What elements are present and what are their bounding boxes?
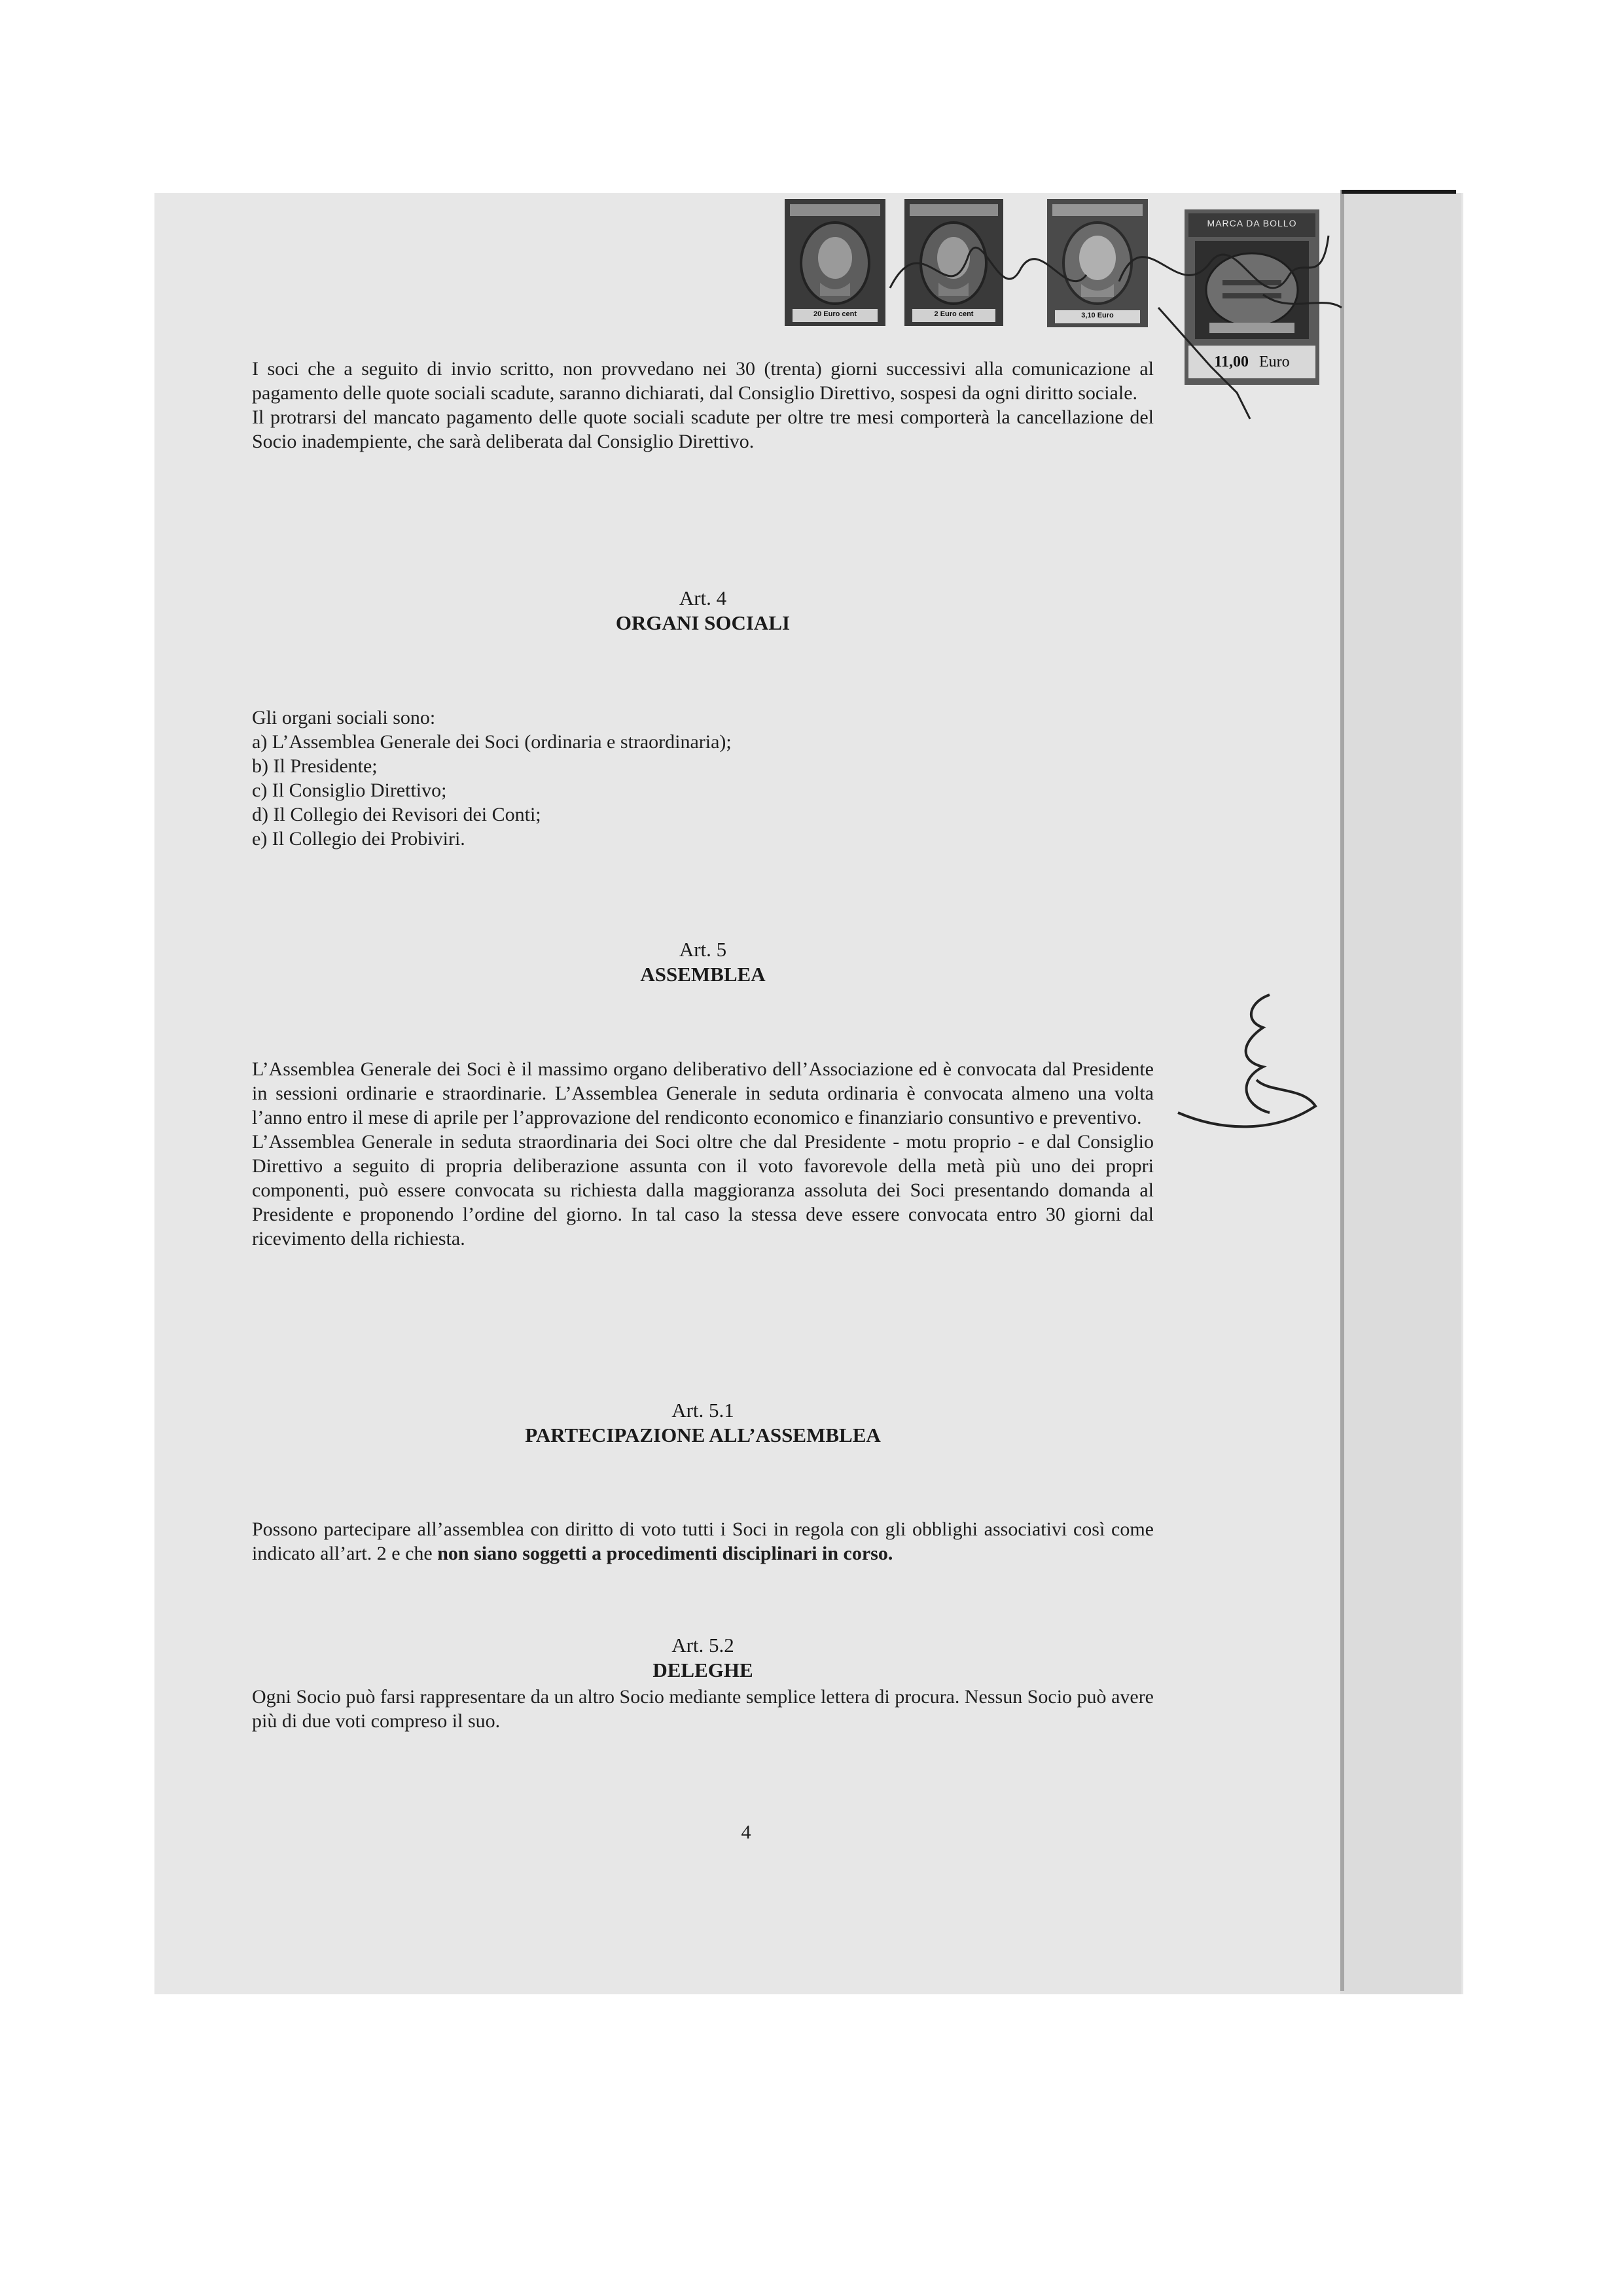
art-5-2-heading <box>252 1633 1154 1683</box>
participation-condition: non siano soggetti a procedimenti disciplinari in corso. <box>437 1543 893 1564</box>
paragraph-assembly-ordinary: L’Assemblea Generale dei Soci è il massimo organo deliberativo dell’Associazione ed è convocata dal Presidente in sessioni ordinarie e straordinarie. L’Assemblea Generale in seduta ordinaria è convocata almeno una volta l’anno entro il mese di aprile per l’approvazione del rendiconto economico e finanziario consuntivo e preventivo. <box>252 1058 1154 1128</box>
article-title: ORGANI SOCIALI <box>615 611 791 634</box>
paragraph-cancellation: Il protrarsi del mancato pagamento delle quote sociali scadute per oltre tre mesi comporterà la cancellazione del Socio inadempiente, che sarà deliberata dal Consiglio Direttivo. <box>252 406 1154 452</box>
art-5-heading <box>252 937 1154 987</box>
list-item: e) Il Collegio dei Probiviri. <box>252 828 465 850</box>
scan-edge-shadow <box>1340 190 1344 1991</box>
scan-margin-band <box>1340 193 1461 1994</box>
stamp-value-3: 3,10 Euro <box>1081 312 1114 319</box>
art-5-1-heading <box>252 1398 1154 1448</box>
art-4-heading <box>252 586 1154 636</box>
paragraph-proxies: Ogni Socio può farsi rappresentare da un altro Socio mediante semplice lettera di procura. Nessun Socio può avere più di due voti compreso il suo. <box>252 1686 1154 1732</box>
art-5-body <box>252 1057 1154 1251</box>
article-title: PARTECIPAZIONE ALL’ASSEMBLEA <box>525 1424 881 1446</box>
art-4-body <box>252 706 1154 851</box>
article-number: Art. 5 <box>679 938 727 961</box>
organs-list <box>252 730 1154 851</box>
list-item: a) L’Assemblea Generale dei Soci (ordinaria e straordinaria); <box>252 731 732 753</box>
art-5-1-body <box>252 1517 1154 1566</box>
paragraph-assembly-extraordinary: L’Assemblea Generale in seduta straordinaria dei Soci oltre che dal Presidente - motu proprio - e dal Consiglio Direttivo a seguito di propria deliberazione assunta con il voto favorevole della metà più uno dei propri componenti, può essere convocata su richiesta dalla maggioranza assoluta dei Soci presentando domanda al Presidente e proponendo l’ordine del giorno. In tal caso la stessa deve essere convocata entro 30 giorni dal ricevimento della richiesta. <box>252 1131 1154 1249</box>
stamp-amount: 11,00 <box>1214 353 1249 370</box>
list-item: c) Il Consiglio Direttivo; <box>252 780 447 801</box>
list-item: b) Il Presidente; <box>252 755 378 777</box>
scan-top-edge <box>1342 190 1456 194</box>
intro-section <box>252 357 1154 454</box>
article-number: Art. 4 <box>679 586 727 609</box>
stamp-value-2: 2 Euro cent <box>934 310 974 318</box>
stamp-unit: Euro <box>1259 353 1290 370</box>
stamp-value-1: 20 Euro cent <box>813 310 857 318</box>
page-number: 4 <box>741 1821 751 1843</box>
article-number: Art. 5.2 <box>671 1634 734 1657</box>
paragraph-suspension: I soci che a seguito di invio scritto, non provvedano nei 30 (trenta) giorni successivi alla comunicazione al pagamento delle quote sociali scadute, saranno dichiarati, dal Consiglio Direttivo, sospesi da ogni diritto sociale. <box>252 358 1154 404</box>
article-title: DELEGHE <box>652 1659 753 1681</box>
article-title: ASSEMBLEA <box>640 963 766 986</box>
margin-initials-scribble <box>1171 982 1329 1152</box>
paragraph-participation <box>252 1517 1154 1566</box>
stamp-header: MARCA DA BOLLO <box>1207 218 1297 228</box>
list-item: d) Il Collegio dei Revisori dei Conti; <box>252 804 541 825</box>
participation-text: Possono partecipare all’assemblea con diritto di voto tutti i Soci in regola con gli obblighi associativi così come indicato all’art. 2 e che <box>252 1518 1154 1564</box>
organs-lead: Gli organi sociali sono: <box>252 707 436 728</box>
art-5-2-body <box>252 1685 1154 1733</box>
article-number: Art. 5.1 <box>671 1399 734 1422</box>
